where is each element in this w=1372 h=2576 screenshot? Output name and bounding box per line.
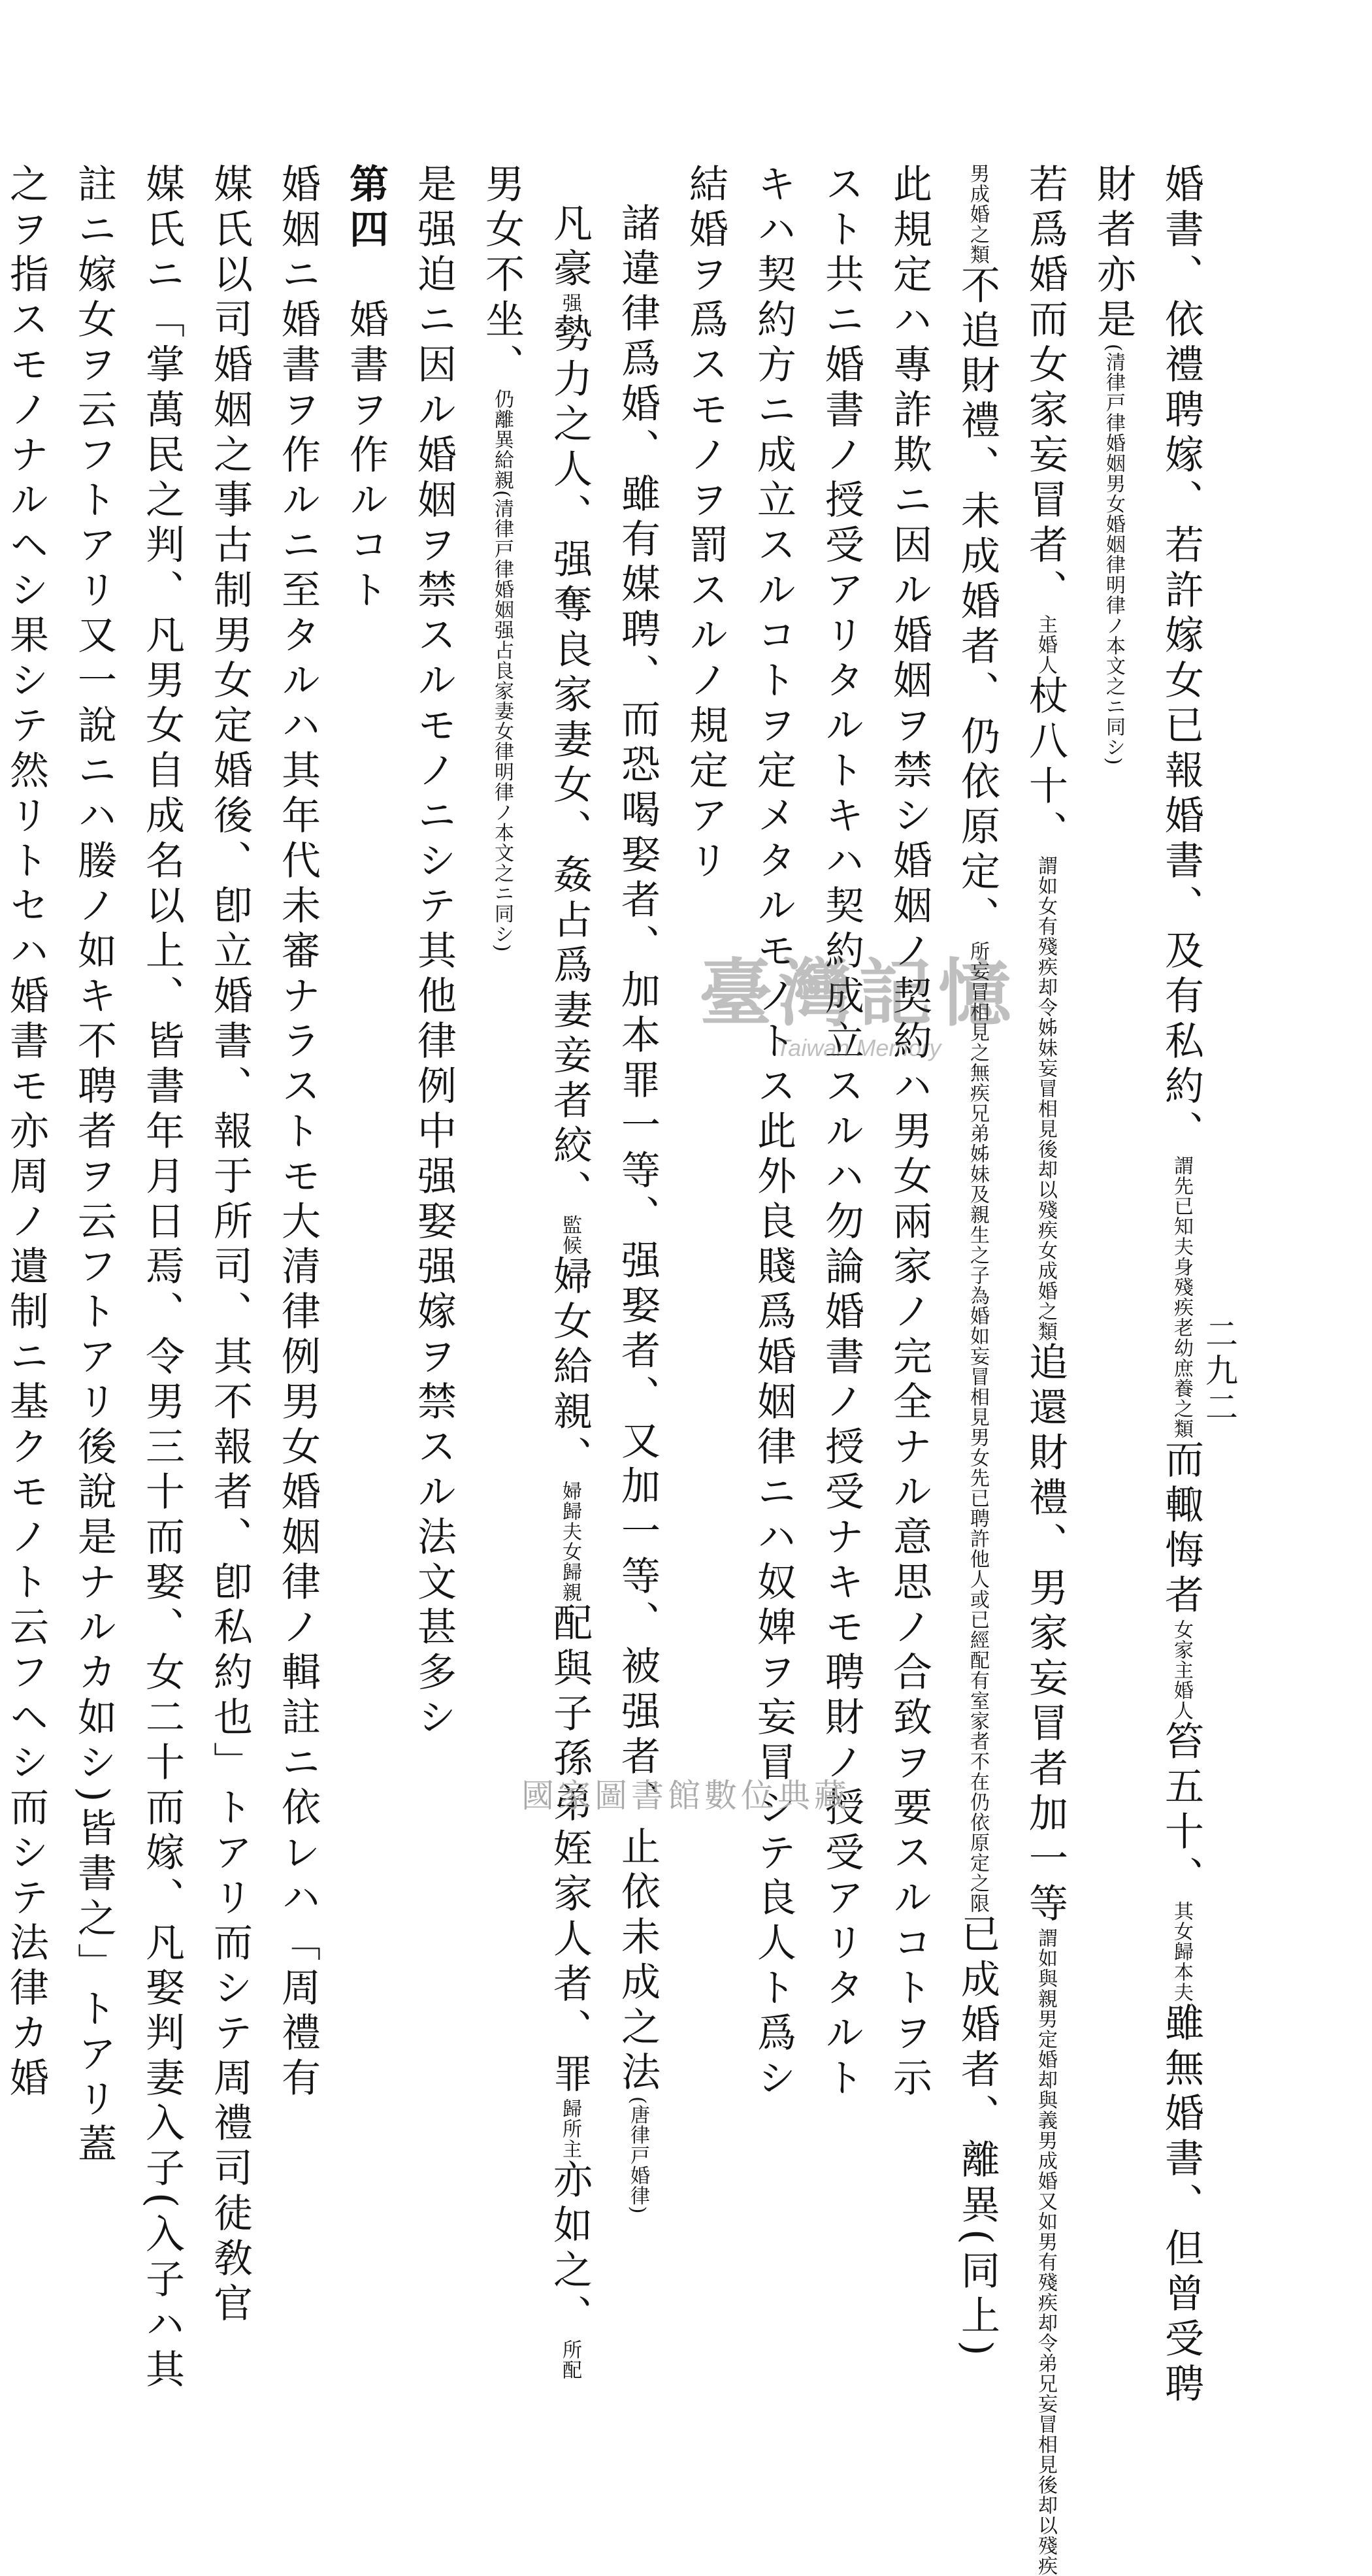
text-column <box>740 163 808 2102</box>
text-segment: 諸違律爲婚、雖有媒聘、而恐喝娶者、加本罪一等、强娶者、又加一等、被强者、止依未成之法 <box>615 203 661 2096</box>
watermark-subtitle: Taiwan Memory <box>776 1034 941 1061</box>
annotation-note: 所妄冒相見之無疾兄弟姊妹及親生之子為婚如妄冒相見男女先已聘許他人或已經配有室家者不在仍依原定之限 <box>966 941 989 1913</box>
text-column <box>264 163 332 2102</box>
annotation-note: 男成婚之類 <box>966 163 989 265</box>
text-segment: 而輙悔者 <box>1158 1439 1204 1619</box>
text-column <box>0 163 60 2102</box>
text-segment: 是强迫ニ因ル婚姻ヲ禁スルモノニシテ其他律例中强娶强嫁ヲ禁スル法文甚多シ <box>411 163 457 1742</box>
text-segment: 註ニ嫁女ヲ云フトアリ又一說ニハ媵ノ如キ不聘者ヲ云フトアリ後說是ナルカ如シ)皆書之」トアリ蓋 <box>71 163 117 2169</box>
text-column <box>943 163 1011 2362</box>
annotation-note: 謂先已知夫身殘疾老幼庶養之類 <box>1170 1155 1193 1439</box>
text-segment: 若爲婚而女家妄冒者、 <box>1022 163 1068 614</box>
annotation-note: (清律戸律婚姻男女婚姻律明律ノ本文之ニ同シ) <box>1102 344 1125 766</box>
text-column <box>60 163 128 2169</box>
text-segment: キハ契約方ニ成立スルコトヲ定メタルモノトス此外良賤爲婚姻律ニハ奴婢ヲ妄冒シテ良人ト爲シ <box>751 163 796 2102</box>
text-column <box>672 163 740 1601</box>
annotation-note: 仍離異給親 <box>491 389 514 490</box>
text-segment: 結婚ヲ爲スモノヲ罰スルノ規定アリ <box>683 163 728 885</box>
text-column <box>875 163 943 2102</box>
text-segment: 雖無婚書、但曾受聘 <box>1158 2002 1204 2408</box>
text-segment: 此規定ハ專詐欺ニ因ル婚姻ヲ禁シ婚姻ノ契約ハ男女兩家ノ完全ナル意思ノ合致ヲ要スルコトヲ示 <box>887 163 932 2102</box>
annotation-note: 謂如女有殘疾却令姊妹妄冒相見後却以殘疾女成婚之類 <box>1034 855 1057 1342</box>
annotation-note: 所配 <box>559 2339 581 2380</box>
annotation-note: 其女歸本夫 <box>1170 1901 1193 2002</box>
text-segment: 笞五十、 <box>1158 1721 1204 1901</box>
text-segment: 媒氏以司婚姻之事古制男女定婚後、卽立婚書、報于所司、其不報者、卽私約也」トアリ而シテ周禮司徒敎官 <box>207 163 253 2328</box>
text-column <box>400 163 468 1742</box>
text-column <box>332 163 400 1601</box>
text-segment: 勢力之人、强奪良家妻女、姦占爲妻妾者絞、 <box>547 313 593 1215</box>
text-segment: 媒氏ニ「掌萬民之判、凡男女自成名以上、皆書年月日焉、令男三十而娶、女二十而嫁、凡娶判妻入子(入子ハ其 <box>139 163 185 2394</box>
footer-credit: 國家圖書館數位典藏 <box>521 1777 851 1815</box>
text-column <box>1079 163 1147 1601</box>
text-column <box>468 163 536 1601</box>
text-segment: 凡豪 <box>547 203 593 293</box>
text-segment: スト共ニ婚書ノ授受アリタルトキハ契約成立スルハ勿論婚書ノ授受ナキモ聘財ノ授受アリタルト <box>819 163 864 2102</box>
annotation-note: 主婚人 <box>1034 614 1057 675</box>
text-segment: 第四 <box>343 163 389 254</box>
annotation-note: (清律戸律婚姻强占良家妻女律明律ノ本文之ニ同シ) <box>491 490 514 953</box>
text-segment: 配與子孫弟姪家人者、罪 <box>547 1602 593 2098</box>
text-segment: 財者亦是 <box>1090 163 1136 344</box>
text-segment: 不追財禮、未成婚者、仍依原定、 <box>955 265 1000 941</box>
annotation-note: 監候 <box>559 1215 581 1255</box>
text-column <box>1011 163 1079 2576</box>
annotation-note: 婦歸夫女歸親 <box>559 1481 581 1602</box>
annotation-note: 謂如與親男定婚却與義男成婚又如男有殘疾却令弟兄妄冒相見後却以殘疾 <box>1034 1928 1057 2576</box>
text-segment: 男女不坐、 <box>479 163 525 389</box>
annotation-note: 女家主婚人 <box>1170 1619 1193 1721</box>
text-segment: 杖八十、 <box>1022 675 1068 855</box>
annotation-note: (唐律戸婚律) <box>627 2096 649 2215</box>
annotation-note: 强 <box>559 293 581 313</box>
text-column <box>1147 163 1215 2408</box>
text-segment: 亦如之、 <box>547 2159 593 2339</box>
text-segment: 追還財禮、男家妄冒者加一等 <box>1022 1342 1068 1928</box>
annotation-note: 歸所主 <box>559 2098 581 2159</box>
text-segment: 之ヲ指スモノナルヘシ果シテ然リトセハ婚書モ亦周ノ遺制ニ基クモノト云フヘシ而シテ法律カ婚 <box>3 163 49 2102</box>
text-column <box>196 163 264 2328</box>
text-column <box>808 163 875 2102</box>
text-column <box>128 163 196 2394</box>
page-number: 二九二 <box>1200 1317 1238 1427</box>
text-segment: 婚書、依禮聘嫁、若許嫁女已報婚書、及有私約、 <box>1158 163 1204 1155</box>
text-segment: 已成婚者、離異(同上) <box>955 1913 1000 2362</box>
text-segment: 婦女給親、 <box>547 1255 593 1481</box>
text-segment: 婚姻ニ婚書ヲ作ルニ至タルハ其年代未審ナラストモ大清律例男女婚姻律ノ輯註ニ依レハ「周禮有 <box>275 163 321 2102</box>
text-column <box>536 163 604 2380</box>
watermark-logo: 臺灣記憶 <box>699 951 1018 1036</box>
text-column <box>604 163 672 2215</box>
text-segment: 婚書ヲ作ルコト <box>343 254 389 614</box>
